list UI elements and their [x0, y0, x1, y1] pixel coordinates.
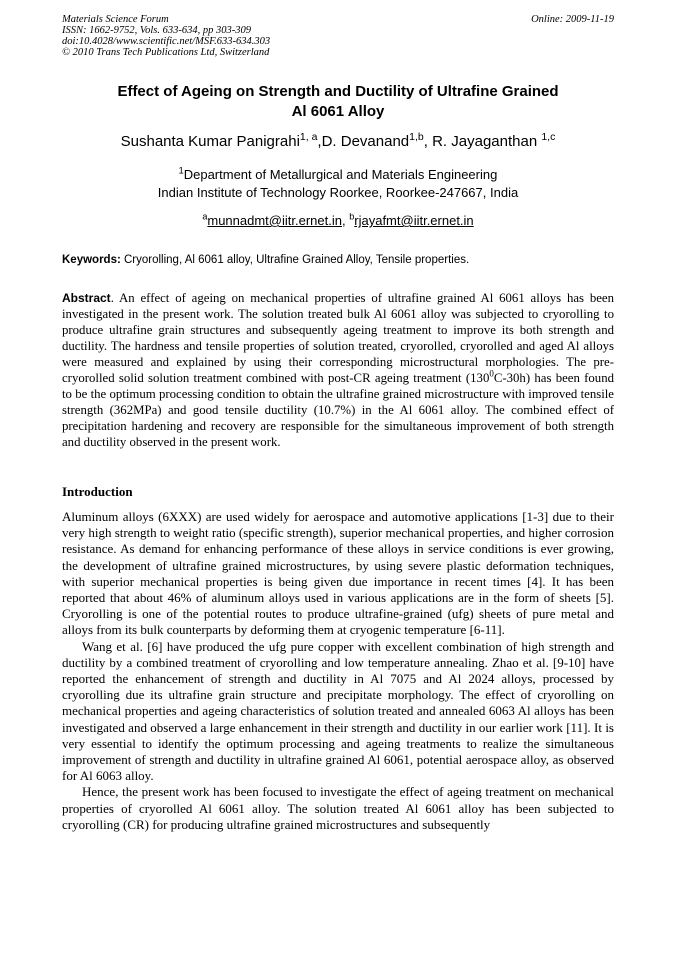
- affiliation-line-1: [62, 166, 614, 184]
- affiliation-line-2: Indian Institute of Technology Roorkee, Roorkee-247667, India: [157, 185, 519, 200]
- abstract-label: Abstract: [62, 291, 111, 305]
- affiliation-department: Department of Metallurgical and Materials Engineering: [183, 167, 498, 182]
- doi-line: doi:10.4028/www.scientific.net/MSF.633-634.303: [62, 36, 271, 47]
- author-1-sup: 1, a: [299, 131, 318, 143]
- email-a-sup: a: [202, 211, 208, 222]
- journal-name: Materials Science Forum: [62, 14, 169, 25]
- email-link-b[interactable]: rjayafmt@iitr.ernet.in: [354, 213, 474, 228]
- affiliation: [62, 166, 614, 202]
- introduction-body: [62, 509, 614, 833]
- author-2: ,D. Devanand: [317, 133, 410, 150]
- paper-title: [62, 82, 614, 122]
- email-b-sup: b: [349, 211, 355, 222]
- issn-line: ISSN: 1662-9752, Vols. 633-634, pp 303-309: [62, 25, 251, 36]
- introduction-heading: Introduction: [62, 484, 133, 499]
- email-separator: ,: [341, 213, 350, 228]
- abstract: [62, 290, 614, 450]
- author-emails: [62, 212, 614, 230]
- title-line-1: Effect of Ageing on Strength and Ductility of Ultrafine Grained: [117, 83, 559, 100]
- affiliation-sup: 1: [178, 165, 184, 176]
- journal-header: [62, 14, 270, 58]
- abstract-text-2: C-30h) has been found to be the optimum processing condition to obtain the ultrafine grained microstructure with improved tensile strength (362MPa) and good tensile ductility (10.7%) in the Al 6061 alloy. The combined effect of precipitation hardening and recovery are responsible for the simultaneous improvement of both strength and ductility observed in the present work.: [62, 371, 614, 449]
- author-3: , R. Jayaganthan: [423, 133, 542, 150]
- intro-paragraph-1: Aluminum alloys (6XXX) are used widely for aerospace and automotive applications [1-3] due to their very high strength to weight ratio (specific strength), superior mechanical properties, and higher corrosion resistance. As demand for enhancing performance of these alloys in service conditions is ever growing, the development of ultrafine grained microstructures, by using severe plastic deformation techniques, with superior mechanical properties is being given due importance in recent times [4]. It has been reported that about 46% of aluminum alloys used in various applications are in the form of sheets [5]. Cryorolling is one of the potential routes to produce ultrafine-grained (ufg) sheets of pure metal and alloys from its bulk counterparts by deforming them at cryogenic temperature [6-11].: [62, 509, 614, 638]
- title-line-2: Al 6061 Alloy: [291, 103, 385, 120]
- author-3-sup: 1,c: [541, 131, 556, 143]
- abstract-degree-sup: 0: [489, 368, 494, 379]
- keywords-text: Cryorolling, Al 6061 alloy, Ultrafine Grained Alloy, Tensile properties.: [120, 254, 470, 266]
- abstract-text-1: . An effect of ageing on mechanical properties of ultrafine grained Al 6061 alloys has been investigated in the present work. The solution treated bulk Al 6061 alloy was subjected to cryorolling to produce ultrafine grain structures and subsequently ageing treatment to improve its both strength and ductility. The hardness and tensile properties of solution treated, cryorolled, cryorolled and aged Al alloys were measured and explained by using their corresponding microstructural morphologies. The pre-cryorolled solid solution treatment combined with post-CR ageing treatment (130: [62, 291, 614, 385]
- online-date: Online: 2009-11-19: [531, 14, 614, 25]
- keywords-label: Keywords:: [62, 254, 121, 266]
- keywords: [62, 252, 614, 268]
- intro-paragraph-2: Wang et al. [6] have produced the ufg pure copper with excellent combination of high strength and ductility by a combined treatment of cryorolling and low temperature annealing. Zhao et al. [9-10] have reported the enhancement of strength and ductility in Al 7075 and Al 2024 alloys, processed by cryorolling due its ultrafine grain structure and precipitate morphology. The effect of cryorolling on mechanical properties and ageing characteristics of solution treated and annealed 6063 Al alloys has been investigated and observed a large enhancement in their strength and ductility in our earlier work [11]. It is very essential to identify the optimum processing and ageing treatments to realize the simultaneous improvement of strength and ductility in ultrafine grained Al 6061, potential aerospace alloy, as observed for Al 6063 alloy.: [62, 638, 614, 784]
- author-list: [62, 133, 614, 151]
- intro-paragraph-3: Hence, the present work has been focused to investigate the effect of ageing treatment on mechanical properties of cryorolled Al 6061 alloy. The solution treated Al 6061 alloy has been subjected to cryorolling (CR) for producing ultrafine grained microstructures and subsequently: [62, 784, 614, 832]
- copyright-line: © 2010 Trans Tech Publications Ltd, Switzerland: [62, 47, 270, 58]
- author-1: Sushanta Kumar Panigrahi: [120, 133, 300, 150]
- email-link-a[interactable]: munnadmt@iitr.ernet.in: [207, 213, 342, 228]
- author-2-sup: 1,b: [409, 131, 424, 143]
